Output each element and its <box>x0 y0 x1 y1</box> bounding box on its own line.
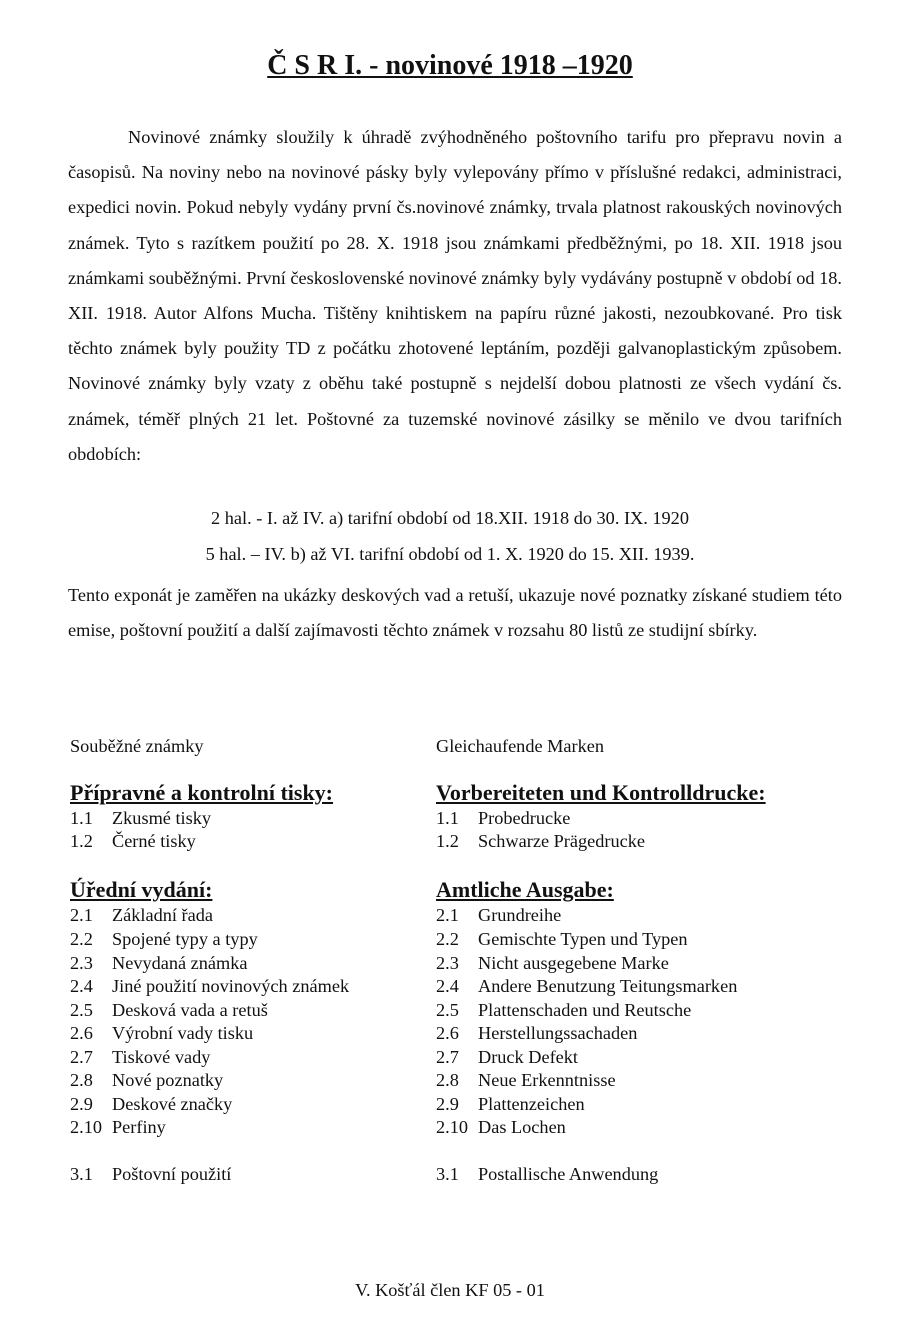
item-label: Tiskové vady <box>112 1047 211 1067</box>
list-item <box>70 1046 210 1070</box>
item-number: 1.1 <box>436 808 459 828</box>
item-number: 2.8 <box>436 1070 459 1090</box>
item-label: Herstellungssachaden <box>478 1023 638 1043</box>
list-item <box>436 975 737 999</box>
page-title: Č S R I. - novinové 1918 –1920 <box>267 50 633 81</box>
item-label: Postallische Anwendung <box>478 1164 659 1184</box>
item-number: 2.5 <box>436 1000 459 1020</box>
list-item <box>436 807 570 831</box>
list-item <box>70 1022 253 1046</box>
item-label: Probedrucke <box>478 808 571 828</box>
item-number: 2.2 <box>70 929 93 949</box>
list-item <box>70 1163 231 1187</box>
item-label: Poštovní použití <box>112 1164 232 1184</box>
item-number: 2.4 <box>70 976 93 996</box>
list-item <box>70 952 248 976</box>
item-label: Gemischte Typen und Typen <box>478 929 688 949</box>
item-number: 2.9 <box>70 1094 93 1114</box>
item-label: Das Lochen <box>478 1117 566 1137</box>
item-label: Deskové značky <box>112 1094 233 1114</box>
list-item <box>70 904 213 928</box>
item-label: Grundreihe <box>478 905 562 925</box>
section-title: Přípravné a kontrolní tisky: <box>70 780 334 805</box>
item-label: Neue Erkenntnisse <box>478 1070 616 1090</box>
item-number: 1.1 <box>70 808 93 828</box>
item-label: Plattenzeichen <box>478 1094 585 1114</box>
list-item <box>436 830 645 854</box>
item-number: 2.7 <box>70 1047 93 1067</box>
item-label: Černé tisky <box>112 831 196 851</box>
list-item <box>70 1093 232 1117</box>
list-item <box>70 807 211 831</box>
item-number: 2.10 <box>436 1117 468 1137</box>
tariff-line: 5 hal. – IV. b) až VI. tarifní období od 1. X. 1920 do 15. XII. 1939. <box>205 544 695 564</box>
item-number: 2.8 <box>70 1070 93 1090</box>
list-item <box>436 1116 566 1140</box>
list-item <box>436 1069 616 1093</box>
item-label: Druck Defekt <box>478 1047 578 1067</box>
page-footer: V. Košťál člen KF 05 - 01 <box>355 1280 545 1300</box>
list-item <box>436 999 691 1023</box>
item-number: 1.2 <box>70 831 93 851</box>
list-item <box>436 1163 658 1187</box>
item-label: Perfiny <box>112 1117 166 1137</box>
item-number: 1.2 <box>436 831 459 851</box>
item-label: Nicht ausgegebene Marke <box>478 953 669 973</box>
column-heading: Gleichaufende Marken <box>436 736 605 756</box>
item-number: 2.3 <box>436 953 459 973</box>
item-number: 2.6 <box>436 1023 459 1043</box>
item-number: 3.1 <box>70 1164 93 1184</box>
item-label: Plattenschaden und Reutsche <box>478 1000 692 1020</box>
list-item <box>436 928 688 952</box>
item-number: 2.1 <box>436 905 459 925</box>
list-item <box>436 904 561 928</box>
item-label: Základní řada <box>112 905 214 925</box>
list-item <box>436 1093 585 1117</box>
item-label: Spojené typy a typy <box>112 929 258 949</box>
list-item <box>70 1116 166 1140</box>
item-number: 2.2 <box>436 929 459 949</box>
list-item <box>436 1046 578 1070</box>
item-number: 2.6 <box>70 1023 93 1043</box>
item-number: 2.5 <box>70 1000 93 1020</box>
item-number: 3.1 <box>436 1164 459 1184</box>
item-number: 2.4 <box>436 976 459 996</box>
item-number: 2.7 <box>436 1047 459 1067</box>
list-item <box>70 928 258 952</box>
item-label: Schwarze Prägedrucke <box>478 831 645 851</box>
list-item <box>70 999 268 1023</box>
section-title: Úřední vydání: <box>70 877 213 902</box>
list-item <box>70 1069 223 1093</box>
tariff-line: 2 hal. - I. až IV. a) tarifní období od 18.XII. 1918 do 30. IX. 1920 <box>211 508 689 528</box>
section-title: Amtliche Ausgabe: <box>436 877 614 902</box>
item-label: Nové poznatky <box>112 1070 224 1090</box>
item-number: 2.3 <box>70 953 93 973</box>
item-label: Zkusmé tisky <box>112 808 212 828</box>
item-label: Výrobní vady tisku <box>112 1023 254 1043</box>
item-label: Jiné použití novinových známek <box>112 976 350 996</box>
item-label: Andere Benutzung Teitungsmarken <box>478 976 738 996</box>
list-item <box>436 1022 637 1046</box>
list-item <box>70 975 349 999</box>
section-title: Vorbereiteten und Kontrolldrucke: <box>436 780 766 805</box>
item-number: 2.10 <box>70 1117 102 1137</box>
list-item <box>70 830 196 854</box>
column-heading: Souběžné známky <box>70 736 204 756</box>
item-label: Desková vada a retuš <box>112 1000 268 1020</box>
item-label: Nevydaná známka <box>112 953 248 973</box>
list-item <box>436 952 669 976</box>
intro-paragraph: Novinové známky sloužily k úhradě zvýhodněného poštovního tarifu pro přepravu novin a časopisů. Na noviny nebo na novinové pásky byly vylepovány přímo v příslušné redakci, administraci, expedici novin. Pokud nebyly vydány první čs.novinové známky, trvala platnost rakouských novinových známek. Tyto s razítkem použití po 28. X. 1918 jsou známkami předběžnými, po 18. XII. 1918 jsou známkami souběžnými. První československé novinové známky byly vydávány postupně v období od 18. XII. 1918. Autor Alfons Mucha. Tištěny knihtiskem na papíru různé jakosti, nezoubkované. Pro tisk těchto známek byly použity TD z počátku zhotovené leptáním, později galvanoplastickým způsobem. Novinové známky byly vzaty z oběhu také postupně s nejdelší dobou platnosti ze všech vydání čs. známek, téměř plných 21 let. Poštovné za tuzemské novinové zásilky se měnilo ve dvou tarifních obdobích: <box>68 127 842 464</box>
item-number: 2.9 <box>436 1094 459 1114</box>
item-number: 2.1 <box>70 905 93 925</box>
closing-paragraph: Tento exponát je zaměřen na ukázky deskových vad a retuší, ukazuje nové poznatky získané studiem této emise, poštovní použití a další zajímavosti těchto známek v rozsahu 80 listů ze studijní sbírky. <box>68 585 842 641</box>
